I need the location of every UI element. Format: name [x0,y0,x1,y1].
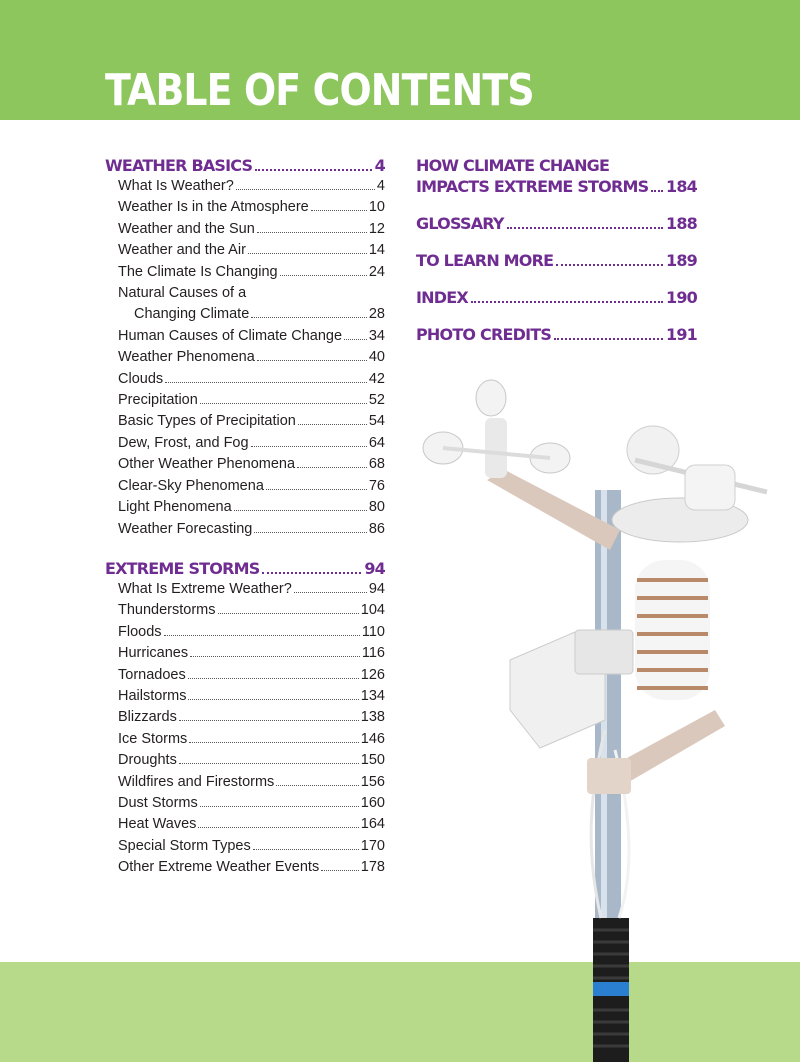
toc-entry[interactable] [118,411,385,432]
page-number: 156 [360,773,385,790]
dot-leader [257,232,367,233]
entry-title: TO LEARN MORE [416,251,554,270]
dot-leader [651,190,663,192]
section-heading[interactable] [416,250,697,271]
page-number: 86 [368,520,385,537]
dot-leader [248,253,367,254]
entry-title: Hailstorms [118,687,187,704]
dot-leader [471,301,663,303]
toc-entry-line1[interactable]: Natural Causes of a [118,285,247,302]
dot-leader [251,317,367,318]
entry-title: Weather and the Air [118,242,246,259]
dot-leader [251,446,367,447]
page-number: 170 [360,837,385,854]
section-heading[interactable] [416,213,697,234]
entry-title: INDEX [416,288,468,307]
entry-title: Clouds [118,370,164,387]
entry-title: Ice Storms [118,730,188,747]
dot-leader [179,720,359,721]
dot-leader [294,592,367,593]
toc-entry[interactable] [118,454,385,475]
entry-title: Basic Types of Precipitation [118,413,296,430]
dot-leader [344,339,367,340]
entry-title: Thunderstorms [118,602,216,619]
page-number: 138 [360,709,385,726]
page-title: TABLE OF CONTENTS [105,65,534,116]
toc-entry[interactable] [118,176,385,197]
toc-entry[interactable] [118,600,385,621]
toc-entry[interactable] [118,772,385,793]
anemometer-cup [476,380,506,416]
toc-entry[interactable] [118,519,385,540]
dot-leader [255,169,371,171]
dot-leader [165,382,367,383]
entry-title: Light Phenomena [118,499,232,516]
entry-title: EXTREME STORMS [105,558,260,578]
dot-leader [554,338,663,340]
dot-leader [189,742,359,743]
page-number: 94 [368,580,385,597]
entry-title: Droughts [118,752,177,769]
dot-leader [262,572,361,574]
page-number: 104 [360,602,385,619]
page-number: 160 [360,794,385,811]
entry-title: Hurricanes [118,645,189,662]
dot-leader [311,210,367,211]
section-heading[interactable] [416,324,697,345]
page-number: 52 [368,392,385,409]
dot-leader [507,227,663,229]
page-number: 94 [364,558,385,578]
section-gap [105,540,385,558]
toc-entry[interactable] [118,857,385,878]
page-number: 190 [666,288,697,307]
entry-title: GLOSSARY [416,214,504,233]
dot-leader [188,678,359,679]
radiation-shield [635,560,710,700]
dot-leader [297,467,367,468]
section-heading[interactable] [105,558,385,579]
entry-title: Dew, Frost, and Fog [118,434,249,451]
toc-entry[interactable] [118,197,385,218]
entry-title: What Is Weather? [118,178,234,194]
page-number: 178 [360,859,385,876]
section-gap [416,234,697,250]
section-heading[interactable] [105,155,385,176]
dot-leader [200,403,367,404]
entry-title: WEATHER BASICS [105,156,253,175]
page-number: 24 [368,263,385,280]
entry-title: Other Extreme Weather Events [118,859,320,876]
weather-station-photo [415,370,800,1062]
page-number: 12 [368,220,385,237]
toc-entry[interactable] [118,262,385,283]
entry-title: Tornadoes [118,666,186,683]
entry-title: Floods [118,623,162,640]
page-number: 40 [368,349,385,366]
page-number: 146 [360,730,385,747]
entry-title: Precipitation [118,392,198,409]
toc-entry[interactable] [118,686,385,707]
toc-entry[interactable] [118,579,385,600]
entry-title: Dust Storms [118,794,198,811]
toc-entry[interactable] [134,304,385,325]
toc-left-column [105,155,385,879]
entry-title: Special Storm Types [118,837,251,854]
toc-entry[interactable] [118,793,385,814]
page-number: 68 [368,456,385,473]
dot-leader [200,806,359,807]
page-number: 42 [368,370,385,387]
toc-entry[interactable] [118,814,385,835]
entry-title: Human Causes of Climate Change [118,327,343,344]
page-number: 189 [666,251,697,270]
page-number: 4 [376,178,385,194]
section-heading[interactable] [416,287,697,308]
entry-title: Weather and the Sun [118,220,255,237]
dot-leader [266,489,367,490]
dot-leader [179,763,359,764]
entry-title: Changing Climate [134,306,250,323]
page-number: 10 [368,199,385,216]
section-gap [416,308,697,324]
page-number: 191 [666,325,697,344]
toc-entry[interactable] [118,219,385,240]
entry-title: Other Weather Phenomena [118,456,296,473]
page-number: 184 [666,177,697,196]
page-number: 150 [360,752,385,769]
entry-title: IMPACTS EXTREME STORMS [416,177,649,196]
dot-leader [276,785,358,786]
page-number: 116 [361,645,385,662]
entry-title: The Climate Is Changing [118,263,278,280]
page-number: 134 [360,687,385,704]
toc-entry[interactable] [118,836,385,857]
toc-entry[interactable] [118,665,385,686]
entry-title: Weather Is in the Atmosphere [118,199,309,216]
toc-entry[interactable] [118,750,385,771]
page-number: 4 [374,156,385,175]
page-number: 188 [666,214,697,233]
dot-leader [280,275,367,276]
dot-leader [218,613,359,614]
entry-title: Weather Phenomena [118,349,255,366]
toc-entry[interactable] [118,643,385,664]
entry-title: Blizzards [118,709,177,726]
toc-entry[interactable] [118,622,385,643]
dot-leader [164,635,360,636]
dot-leader [198,827,358,828]
dot-leader [298,424,367,425]
toc-entry[interactable] [118,497,385,518]
dot-leader [257,360,367,361]
entry-title: PHOTO CREDITS [416,325,552,344]
page-number: 80 [368,499,385,516]
page-number: 164 [360,816,385,833]
dot-leader [234,510,367,511]
page-number: 126 [360,666,385,683]
toc-entry[interactable] [118,240,385,261]
section-heading-line1[interactable]: HOW CLIMATE CHANGE [416,156,610,175]
page-number: 28 [368,306,385,323]
entry-title: Heat Waves [118,816,197,833]
toc-entry[interactable] [118,326,385,347]
dot-leader [321,870,359,871]
page-number: 64 [368,434,385,451]
dot-leader [190,656,360,657]
entry-title: What Is Extreme Weather? [118,580,292,597]
section-gap [416,197,697,213]
toc-entry[interactable] [118,729,385,750]
entry-title: Clear-Sky Phenomena [118,477,264,494]
entry-title: Weather Forecasting [118,520,253,537]
page-number: 14 [368,242,385,259]
dot-leader [254,532,367,533]
toc-entry[interactable] [118,433,385,454]
page-number: 76 [368,477,385,494]
page-number: 34 [368,327,385,344]
section-heading[interactable] [416,176,697,197]
toc-entry[interactable] [118,707,385,728]
toc-right-column [416,155,697,345]
dot-leader [236,189,375,190]
page-number: 110 [361,623,385,640]
entry-title: Wildfires and Firestorms [118,773,275,790]
dot-leader [188,699,358,700]
toc-entry[interactable] [118,347,385,368]
toc-entry[interactable] [118,390,385,411]
section-gap [416,271,697,287]
page-number: 54 [368,413,385,430]
dot-leader [253,849,359,850]
toc-entry[interactable] [118,369,385,390]
dot-leader [556,264,663,266]
toc-entry[interactable] [118,476,385,497]
